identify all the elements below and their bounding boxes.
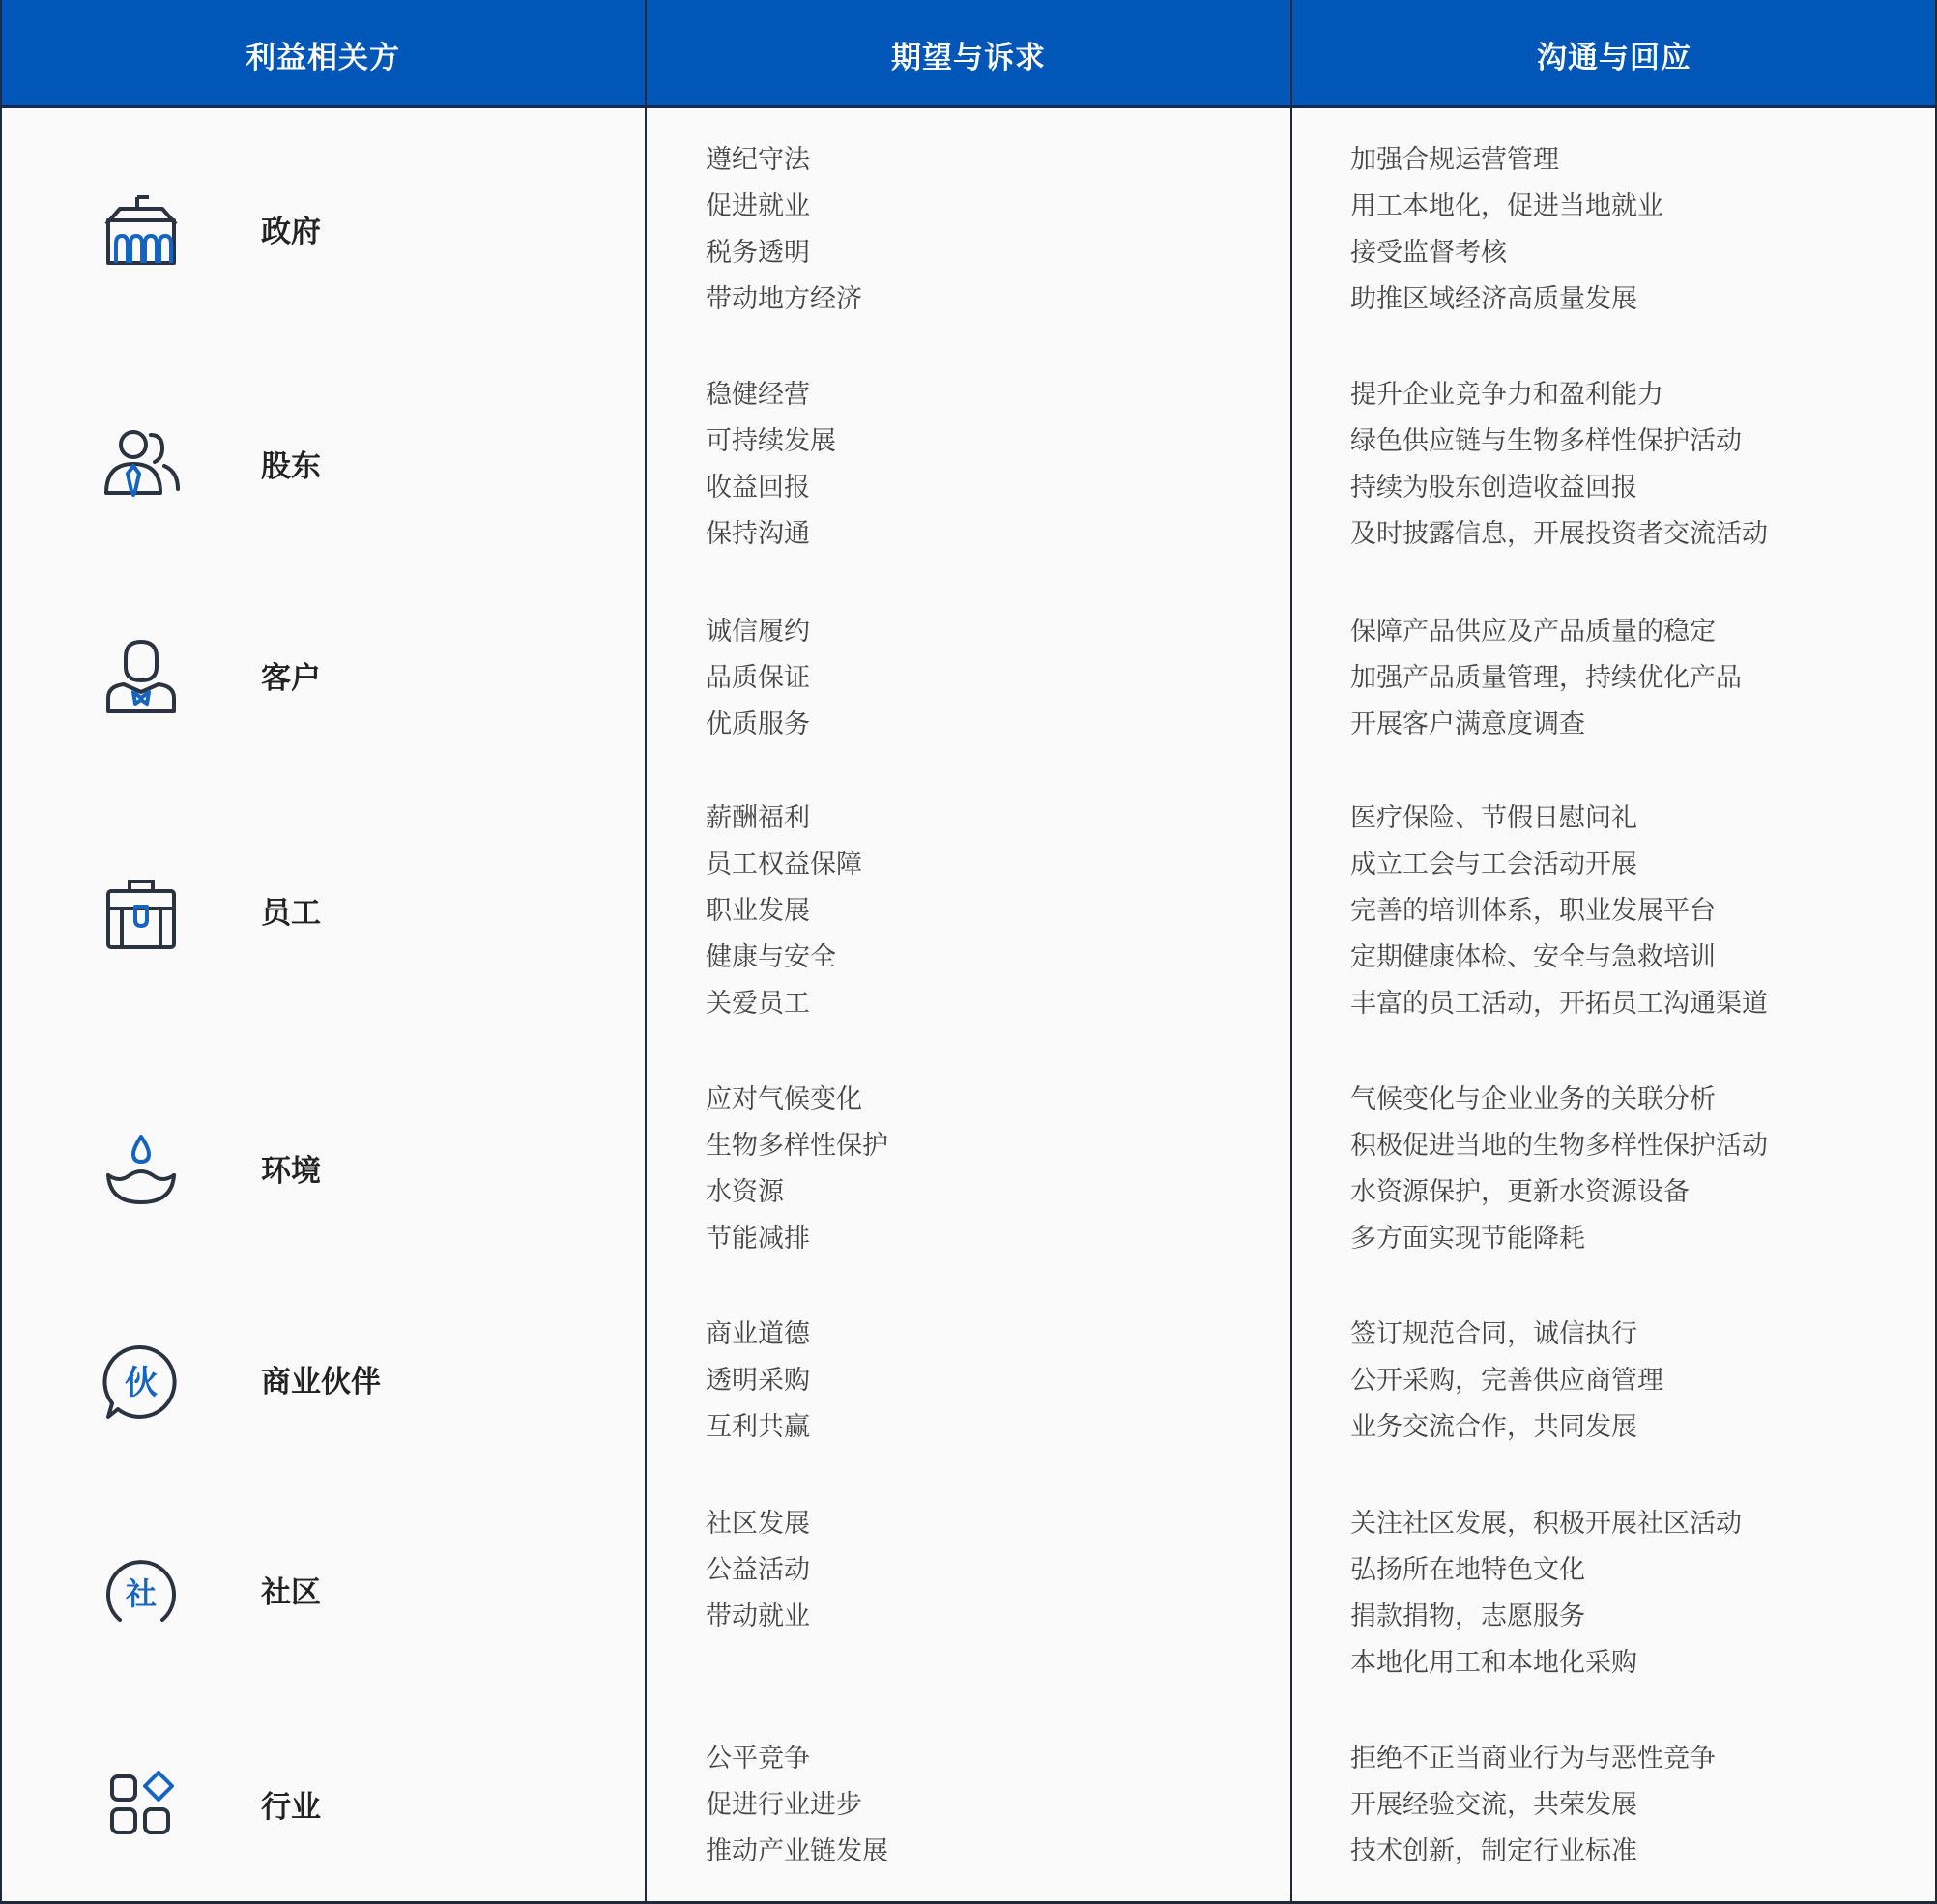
list-item: 关注社区发展，积极开展社区活动 bbox=[1350, 1509, 1742, 1539]
list-item: 促进行业进步 bbox=[706, 1790, 862, 1820]
list-item: 接受监督考核 bbox=[1350, 238, 1507, 268]
list-item: 收益回报 bbox=[706, 473, 810, 503]
column-divider-2 bbox=[1290, 0, 1292, 1904]
responses-list-shareholders bbox=[1350, 372, 1768, 558]
expectations-list-employees bbox=[706, 795, 862, 1027]
community-icon-glyph: 社 bbox=[125, 1575, 158, 1612]
responses-list-government bbox=[1350, 137, 1663, 323]
list-item: 保障产品供应及产品质量的稳定 bbox=[1350, 617, 1716, 647]
list-item: 稳健经营 bbox=[706, 380, 810, 410]
list-item: 气候变化与企业业务的关联分析 bbox=[1350, 1084, 1716, 1114]
stakeholder-name-environment: 环境 bbox=[261, 1154, 321, 1189]
list-item: 品质保证 bbox=[706, 663, 810, 693]
list-item: 积极促进当地的生物多样性保护活动 bbox=[1350, 1131, 1768, 1161]
customer-icon bbox=[101, 636, 182, 717]
list-item: 弘扬所在地特色文化 bbox=[1350, 1555, 1585, 1585]
responses-list-industry bbox=[1350, 1736, 1716, 1875]
list-item: 持续为股东创造收益回报 bbox=[1350, 473, 1637, 503]
list-item: 完善的培训体系，职业发展平台 bbox=[1350, 896, 1716, 926]
list-item: 医疗保险、节假日慰问礼 bbox=[1350, 803, 1637, 833]
expectations-list-customer bbox=[706, 609, 810, 748]
table-header bbox=[0, 0, 1937, 108]
list-item: 可持续发展 bbox=[706, 426, 836, 456]
list-item: 带动就业 bbox=[706, 1601, 810, 1631]
list-item: 捐款捐物，志愿服务 bbox=[1350, 1601, 1585, 1631]
column-divider-1 bbox=[645, 0, 647, 1904]
briefcase-icon bbox=[101, 874, 182, 955]
list-item: 提升企业竞争力和盈利能力 bbox=[1350, 380, 1663, 410]
list-item: 及时披露信息，开展投资者交流活动 bbox=[1350, 519, 1768, 549]
list-item: 保持沟通 bbox=[706, 519, 810, 549]
header-expectations: 期望与诉求 bbox=[891, 40, 1046, 75]
expectations-list-community bbox=[706, 1501, 810, 1640]
list-item: 健康与安全 bbox=[706, 942, 836, 972]
list-item: 公平竞争 bbox=[706, 1744, 810, 1774]
government-building-icon bbox=[101, 191, 182, 273]
list-item: 生物多样性保护 bbox=[706, 1131, 888, 1161]
list-item: 用工本地化，促进当地就业 bbox=[1350, 191, 1663, 221]
list-item: 丰富的员工活动，开拓员工沟通渠道 bbox=[1350, 989, 1768, 1019]
responses-list-employees bbox=[1350, 795, 1768, 1027]
list-item: 税务透明 bbox=[706, 238, 810, 268]
expectations-list-partners bbox=[706, 1312, 810, 1451]
list-item: 透明采购 bbox=[706, 1366, 810, 1396]
stakeholder-name-partners: 商业伙伴 bbox=[261, 1365, 381, 1399]
list-item: 开展经验交流，共荣发展 bbox=[1350, 1790, 1637, 1820]
table-border-left bbox=[0, 0, 2, 1904]
responses-list-partners bbox=[1350, 1312, 1663, 1451]
list-item: 成立工会与工会活动开展 bbox=[1350, 850, 1637, 880]
list-item: 促进就业 bbox=[706, 191, 810, 221]
list-item: 加强产品质量管理，持续优化产品 bbox=[1350, 663, 1742, 693]
list-item: 诚信履约 bbox=[706, 617, 810, 647]
list-item: 商业道德 bbox=[706, 1319, 810, 1349]
responses-list-environment bbox=[1350, 1077, 1768, 1262]
list-item: 拒绝不正当商业行为与恶性竞争 bbox=[1350, 1744, 1716, 1774]
partner-icon-glyph: 伙 bbox=[125, 1364, 158, 1402]
header-stakeholder: 利益相关方 bbox=[246, 40, 400, 75]
list-item: 公开采购，完善供应商管理 bbox=[1350, 1366, 1663, 1396]
list-item: 签订规范合同，诚信执行 bbox=[1350, 1319, 1637, 1349]
list-item: 加强合规运营管理 bbox=[1350, 145, 1559, 175]
list-item: 水资源 bbox=[706, 1177, 784, 1207]
stakeholder-name-industry: 行业 bbox=[261, 1790, 321, 1825]
list-item: 社区发展 bbox=[706, 1509, 810, 1539]
list-item: 互利共赢 bbox=[706, 1412, 810, 1442]
list-item: 优质服务 bbox=[706, 709, 810, 739]
list-item: 关爱员工 bbox=[706, 989, 810, 1019]
shareholders-icon bbox=[101, 425, 182, 506]
water-drop-icon bbox=[101, 1129, 182, 1210]
list-item: 遵纪守法 bbox=[706, 145, 810, 175]
list-item: 绿色供应链与生物多样性保护活动 bbox=[1350, 426, 1742, 456]
list-item: 业务交流合作，共同发展 bbox=[1350, 1412, 1637, 1442]
list-item: 应对气候变化 bbox=[706, 1084, 862, 1114]
list-item: 技术创新，制定行业标准 bbox=[1350, 1836, 1637, 1866]
list-item: 本地化用工和本地化采购 bbox=[1350, 1648, 1637, 1678]
responses-list-customer bbox=[1350, 609, 1742, 748]
expectations-list-environment bbox=[706, 1077, 888, 1262]
list-item: 定期健康体检、安全与急救培训 bbox=[1350, 942, 1716, 972]
industry-grid-icon bbox=[101, 1765, 182, 1846]
list-item: 多方面实现节能降耗 bbox=[1350, 1224, 1585, 1254]
list-item: 薪酬福利 bbox=[706, 803, 810, 833]
expectations-list-government bbox=[706, 137, 862, 323]
list-item: 公益活动 bbox=[706, 1555, 810, 1585]
expectations-list-industry bbox=[706, 1736, 888, 1875]
expectations-list-shareholders bbox=[706, 372, 836, 558]
list-item: 带动地方经济 bbox=[706, 284, 862, 314]
list-item: 开展客户满意度调查 bbox=[1350, 709, 1585, 739]
list-item: 员工权益保障 bbox=[706, 850, 862, 880]
stakeholder-name-employees: 员工 bbox=[261, 896, 321, 931]
header-communication: 沟通与回应 bbox=[1537, 40, 1691, 75]
list-item: 节能减排 bbox=[706, 1224, 810, 1254]
stakeholder-name-customer: 客户 bbox=[261, 661, 321, 696]
responses-list-community bbox=[1350, 1501, 1742, 1687]
list-item: 助推区域经济高质量发展 bbox=[1350, 284, 1637, 314]
list-item: 水资源保护，更新水资源设备 bbox=[1350, 1177, 1690, 1207]
stakeholder-name-community: 社区 bbox=[261, 1575, 321, 1610]
list-item: 职业发展 bbox=[706, 896, 810, 926]
partner-icon bbox=[101, 1341, 182, 1423]
stakeholder-name-shareholders: 股东 bbox=[261, 449, 321, 484]
list-item: 推动产业链发展 bbox=[706, 1836, 888, 1866]
community-icon bbox=[101, 1552, 182, 1633]
stakeholder-name-government: 政府 bbox=[261, 215, 321, 249]
